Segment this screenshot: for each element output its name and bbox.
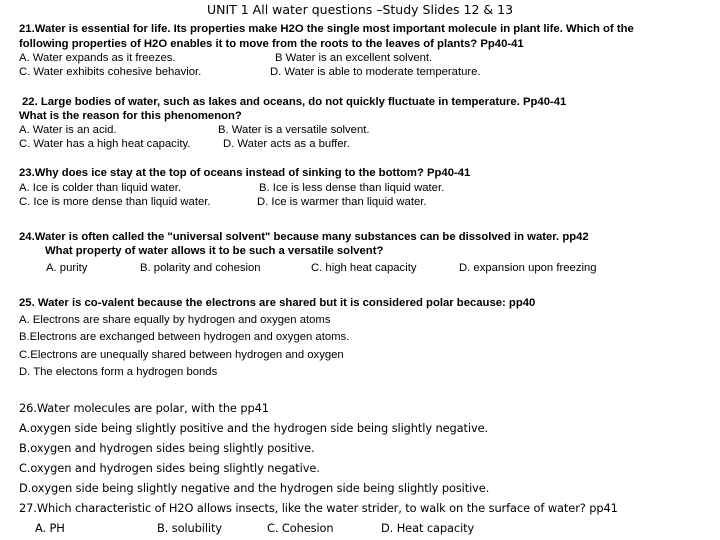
question-21-line-1: 21.Water is essential for life. Its properties make H2O the single most important molecule in plant life. Which of the — [19, 23, 634, 35]
question-23-option-c: C. Ice is more dense than liquid water. — [19, 196, 211, 208]
question-22-option-d: D. Water acts as a buffer. — [223, 138, 350, 150]
question-21-option-a: A. Water expands as it freezes. — [19, 52, 176, 64]
question-22-line-2: What is the reason for this phenomenon? — [19, 110, 242, 122]
question-24-option-c: C. high heat capacity — [311, 262, 417, 274]
question-24-options-row — [46, 261, 706, 275]
question-27-option-a: A. PH — [35, 521, 65, 535]
question-27-option-b: B. solubility — [157, 521, 222, 535]
question-25-option-a: A. Electrons are share equally by hydrogen and oxygen atoms — [19, 314, 331, 326]
question-21-options-row-1 — [19, 51, 719, 65]
question-25-option-c: C.Electrons are unequally shared between hydrogen and oxygen — [19, 349, 344, 361]
question-24-option-b: B. polarity and cohesion — [140, 262, 261, 274]
question-22-option-a: A. Water is an acid. — [19, 124, 117, 136]
question-25-line-1: 25. Water is co-valent because the electrons are shared but it is considered polar because: pp40 — [19, 297, 536, 309]
question-22-option-b: B. Water is a versatile solvent. — [218, 124, 370, 136]
question-26-option-d: D.oxygen side being slightly negative and the hydrogen side being slightly positive. — [19, 481, 490, 495]
question-24-option-d: D. expansion upon freezing — [459, 262, 597, 274]
question-26-option-b: B.oxygen and hydrogen sides being slightly positive. — [19, 441, 315, 455]
question-23-options-row-2 — [19, 195, 719, 209]
question-21-option-d: D. Water is able to moderate temperature. — [270, 66, 481, 78]
question-23-option-d: D. Ice is warmer than liquid water. — [257, 196, 427, 208]
question-21-option-b: B Water is an excellent solvent. — [275, 52, 433, 64]
question-26-line-1: 26.Water molecules are polar, with the pp41 — [19, 401, 269, 415]
question-22-options-row-1 — [19, 123, 719, 137]
question-21-line-2: following properties of H2O enables it to move from the roots to the leaves of plants? Pp40-41 — [19, 38, 524, 50]
question-27-option-d: D. Heat capacity — [381, 521, 475, 535]
question-25-option-d: D. The electons form a hydrogen bonds — [19, 366, 218, 378]
page-title: UNIT 1 All water questions –Study Slides 12 & 13 — [206, 2, 514, 17]
question-23-options-row-1 — [19, 181, 719, 195]
question-21-options-row-2 — [19, 65, 719, 79]
question-24-line-2: What property of water allows it to be such a versatile solvent? — [45, 245, 384, 257]
question-21-option-c: C. Water exhibits cohesive behavior. — [19, 66, 202, 78]
question-22-option-c: C. Water has a high heat capacity. — [19, 138, 191, 150]
question-24-line-1: 24.Water is often called the "universal solvent" because many substances can be dissolved in water. pp42 — [19, 231, 589, 243]
question-22-options-row-2 — [19, 137, 719, 151]
question-26-option-c: C.oxygen and hydrogen sides being slightly negative. — [19, 461, 320, 475]
question-22-line-1: 22. Large bodies of water, such as lakes and oceans, do not quickly fluctuate in temperature. Pp40-41 — [22, 96, 567, 108]
question-23-option-b: B. Ice is less dense than liquid water. — [259, 182, 445, 194]
question-23-option-a: A. Ice is colder than liquid water. — [19, 182, 182, 194]
question-24-option-a: A. purity — [46, 262, 88, 274]
question-23-line-1: 23.Why does ice stay at the top of oceans instead of sinking to the bottom? Pp40-41 — [19, 167, 471, 179]
question-25-option-b: B.Electrons are exchanged between hydrogen and oxygen atoms. — [19, 331, 350, 343]
question-26-option-a: A.oxygen side being slightly positive and the hydrogen side being slightly negative. — [19, 421, 489, 435]
question-27-options-row — [35, 521, 635, 535]
question-27-line-1: 27.Which characteristic of H2O allows insects, like the water strider, to walk on the surface of water? pp41 — [19, 501, 618, 515]
question-27-option-c: C. Cohesion — [267, 521, 334, 535]
